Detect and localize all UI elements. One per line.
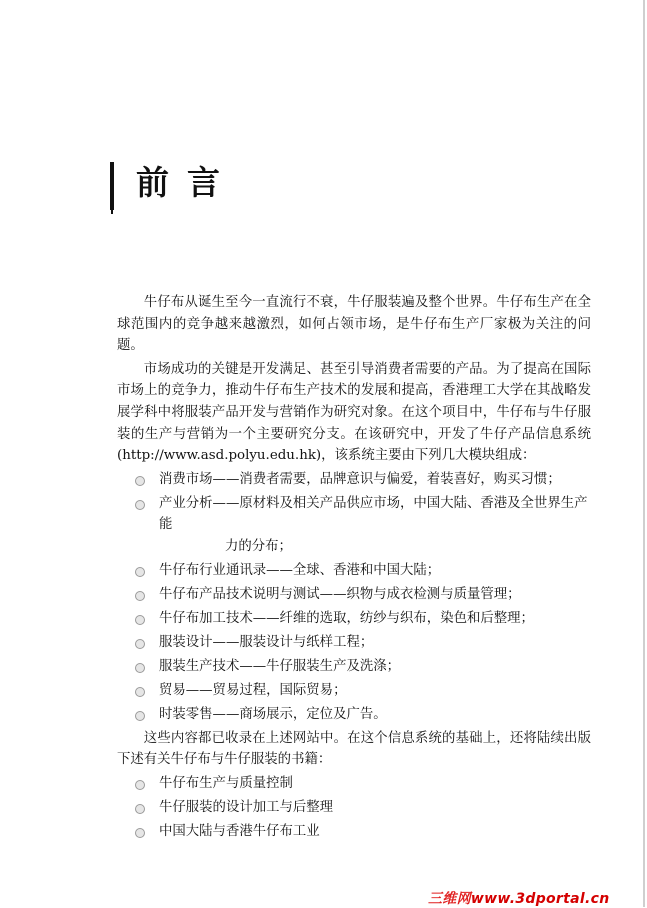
list-item: 服装设计——服装设计与纸样工程； bbox=[117, 632, 591, 654]
module-list bbox=[117, 469, 591, 726]
list-item: 消费市场——消费者需要，品牌意识与偏爱，着装喜好，购买习惯； bbox=[117, 469, 591, 491]
heading-bar-tail bbox=[111, 208, 113, 214]
body-text bbox=[117, 292, 591, 845]
bullet-icon bbox=[135, 663, 145, 673]
list-item-continuation: 力的分布； bbox=[225, 538, 292, 554]
list-item: 时装零售——商场展示，定位及广告。 bbox=[117, 704, 591, 726]
list-item: 牛仔布生产与质量控制 bbox=[117, 773, 591, 795]
bullet-icon bbox=[135, 500, 145, 510]
site-watermark: 三维网www.3dportal.cn bbox=[428, 891, 610, 907]
book-list bbox=[117, 773, 591, 843]
bullet-icon bbox=[135, 591, 145, 601]
list-item: 中国大陆与香港牛仔布工业 bbox=[117, 821, 591, 843]
page-edge-shadow bbox=[643, 0, 645, 907]
bullet-icon bbox=[135, 687, 145, 697]
paragraph-intro: 牛仔布从诞生至今一直流行不衰，牛仔服装遍及整个世界。牛仔布生产在全球范围内的竞争越来越激烈，如何占领市场，是牛仔布生产厂家极为关注的问题。 bbox=[117, 295, 591, 354]
list-item: 牛仔服装的设计加工与后整理 bbox=[117, 797, 591, 819]
paragraph-closing: 这些内容都已收录在上述网站中。在这个信息系统的基础上，还将陆续出版下述有关牛仔布与牛仔服装的书籍： bbox=[117, 730, 591, 768]
chapter-title: 前言 bbox=[136, 163, 238, 202]
list-item: 产业分析——原材料及相关产品供应市场，中国大陆、香港及全世界生产能 力的分布； bbox=[117, 493, 591, 558]
paragraph-research: 市场成功的关键是开发满足、甚至引导消费者需要的产品。为了提高在国际市场上的竞争力，推动牛仔布生产技术的发展和提高，香港理工大学在其战略发展学科中将服装产品开发与营销作为研究对象。在这个项目中，牛仔布与牛仔服装的生产与营销为一个主要研究分支。在该研究中，开发了牛仔产品信息系统(http://www.asd.polyu.edu.hk)，该系统主要由下列几大模块组成： bbox=[117, 361, 591, 464]
bullet-icon bbox=[135, 711, 145, 721]
list-item: 牛仔布行业通讯录——全球、香港和中国大陆； bbox=[117, 560, 591, 582]
bullet-icon bbox=[135, 567, 145, 577]
bullet-icon bbox=[135, 615, 145, 625]
bullet-icon bbox=[135, 780, 145, 790]
bullet-icon bbox=[135, 804, 145, 814]
list-item: 牛仔布加工技术——纤维的选取，纺纱与织布，染色和后整理； bbox=[117, 608, 591, 630]
list-item: 牛仔布产品技术说明与测试——织物与成衣检测与质量管理； bbox=[117, 584, 591, 606]
list-item: 贸易——贸易过程，国际贸易； bbox=[117, 680, 591, 702]
bullet-icon bbox=[135, 828, 145, 838]
bullet-icon bbox=[135, 639, 145, 649]
list-item: 服装生产技术——牛仔服装生产及洗涤； bbox=[117, 656, 591, 678]
heading-bar bbox=[110, 162, 114, 210]
bullet-icon bbox=[135, 476, 145, 486]
